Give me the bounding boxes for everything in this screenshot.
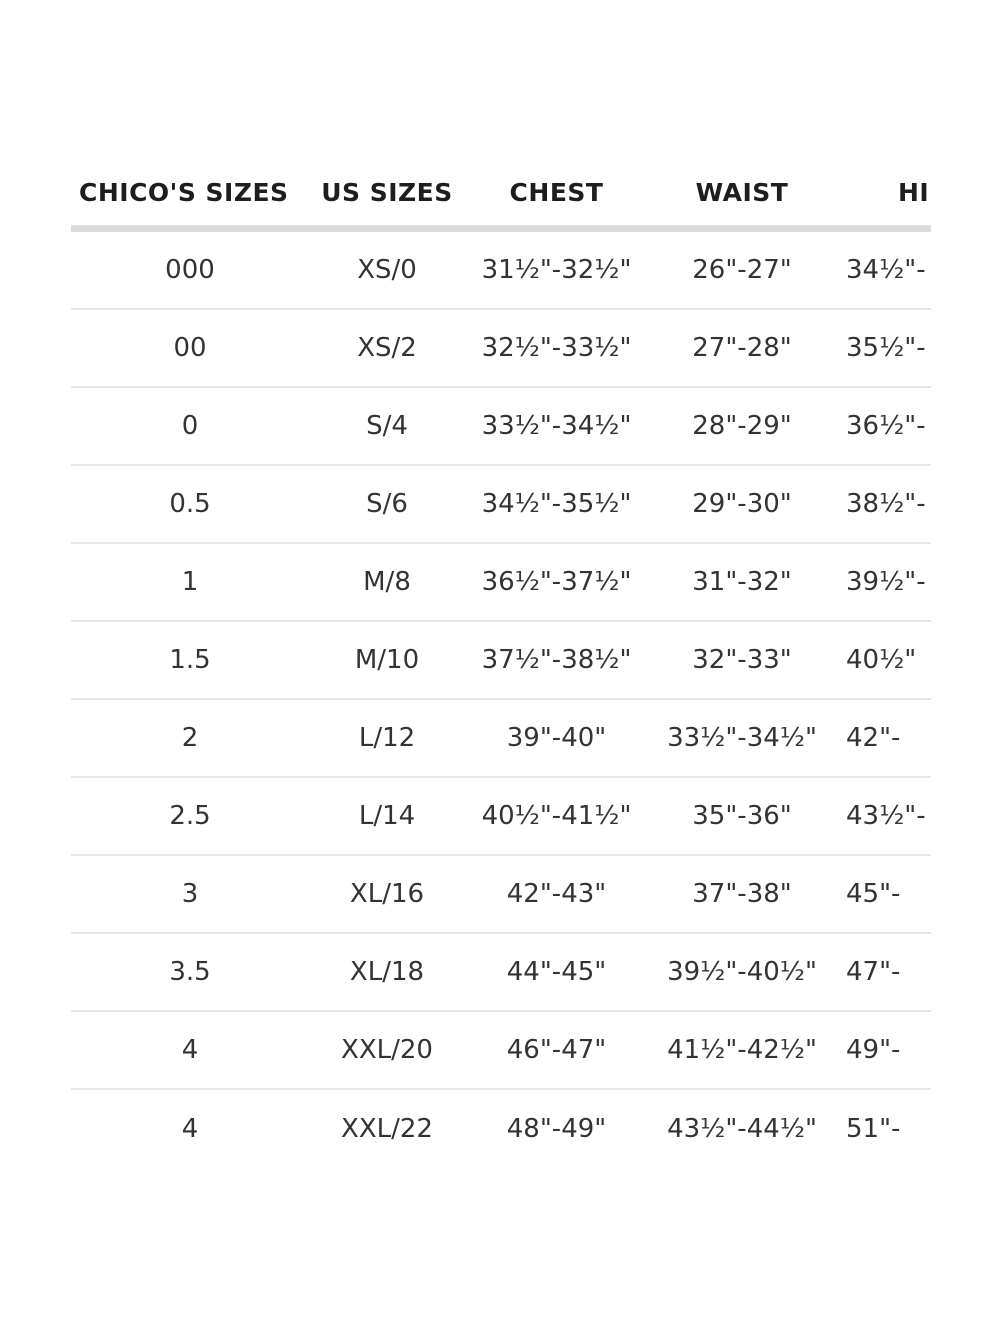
- waist-cell: 35"-36": [692, 801, 792, 831]
- chicos-size-cell: 0: [181, 411, 199, 441]
- waist-cell: 28"-29": [692, 411, 792, 441]
- table-row: [71, 232, 931, 310]
- hip-cell: 47"-: [846, 957, 901, 987]
- us-size-cell: M/10: [354, 645, 420, 675]
- chicos-size-cell: 1.5: [169, 645, 211, 675]
- table-row: [71, 778, 931, 856]
- table-header-row: [71, 160, 931, 232]
- table-row: [71, 466, 931, 544]
- hip-cell: 51"-: [846, 1114, 901, 1144]
- table-row: [71, 544, 931, 622]
- hip-cell: 36½"-: [846, 411, 926, 441]
- table-row: [71, 388, 931, 466]
- hip-cell: 34½"-: [846, 255, 926, 285]
- chest-cell: 42"-43": [506, 879, 607, 909]
- us-size-cell: S/6: [366, 489, 408, 519]
- chest-cell: 31½"-32½": [481, 255, 632, 285]
- chest-cell: 46"-47": [506, 1035, 607, 1065]
- hip-cell: 35½"-: [846, 333, 926, 363]
- chicos-size-cell: 2.5: [169, 801, 211, 831]
- chest-cell: 33½"-34½": [481, 411, 632, 441]
- header-us-sizes: US SIZES: [321, 178, 453, 207]
- waist-cell: 26"-27": [692, 255, 792, 285]
- us-size-cell: XL/16: [349, 879, 425, 909]
- hip-cell: 38½"-: [846, 489, 926, 519]
- waist-cell: 39½"-40½": [667, 957, 817, 987]
- chicos-size-cell: 4: [181, 1114, 199, 1144]
- table-row: [71, 310, 931, 388]
- table-row: [71, 1090, 931, 1168]
- us-size-cell: XL/18: [349, 957, 425, 987]
- header-chicos-sizes: CHICO'S SIZES: [79, 178, 289, 207]
- hip-cell: 39½"-: [846, 567, 926, 597]
- header-chest: CHEST: [509, 178, 604, 207]
- waist-cell: 32"-33": [692, 645, 792, 675]
- chest-cell: 48"-49": [506, 1114, 607, 1144]
- waist-cell: 41½"-42½": [667, 1035, 817, 1065]
- waist-cell: 43½"-44½": [667, 1114, 817, 1144]
- waist-cell: 31"-32": [692, 567, 792, 597]
- table-row: [71, 856, 931, 934]
- chicos-size-cell: 000: [165, 255, 215, 285]
- chicos-size-cell: 3: [181, 879, 199, 909]
- waist-cell: 37"-38": [692, 879, 792, 909]
- us-size-cell: M/8: [363, 567, 411, 597]
- hip-cell: 45"-: [846, 879, 901, 909]
- chest-cell: 39"-40": [506, 723, 607, 753]
- chicos-size-cell: 4: [181, 1035, 199, 1065]
- chest-cell: 36½"-37½": [481, 567, 632, 597]
- us-size-cell: XS/0: [357, 255, 417, 285]
- hip-cell: 40½": [846, 645, 917, 675]
- chicos-size-cell: 2: [181, 723, 199, 753]
- table-row: [71, 934, 931, 1012]
- chest-cell: 44"-45": [506, 957, 607, 987]
- table-row: [71, 700, 931, 778]
- chest-cell: 37½"-38½": [481, 645, 632, 675]
- chest-cell: 40½"-41½": [481, 801, 632, 831]
- header-hip: HI: [898, 178, 930, 207]
- us-size-cell: XS/2: [357, 333, 417, 363]
- table-row: [71, 1012, 931, 1090]
- size-chart-table: [71, 160, 931, 1168]
- chicos-size-cell: 00: [173, 333, 207, 363]
- chicos-size-cell: 3.5: [169, 957, 211, 987]
- header-waist: WAIST: [695, 178, 789, 207]
- us-size-cell: S/4: [366, 411, 408, 441]
- table-body: [71, 232, 931, 1168]
- us-size-cell: XXL/22: [341, 1114, 433, 1144]
- chicos-size-cell: 0.5: [169, 489, 211, 519]
- waist-cell: 27"-28": [692, 333, 792, 363]
- chicos-size-cell: 1: [181, 567, 199, 597]
- us-size-cell: L/12: [358, 723, 416, 753]
- us-size-cell: XXL/20: [341, 1035, 433, 1065]
- chest-cell: 32½"-33½": [481, 333, 632, 363]
- hip-cell: 49"-: [846, 1035, 901, 1065]
- us-size-cell: L/14: [358, 801, 416, 831]
- hip-cell: 43½"-: [846, 801, 926, 831]
- chest-cell: 34½"-35½": [481, 489, 632, 519]
- waist-cell: 33½"-34½": [667, 723, 817, 753]
- size-chart-viewport: [71, 160, 931, 1180]
- table-row: [71, 622, 931, 700]
- hip-cell: 42"-: [846, 723, 901, 753]
- waist-cell: 29"-30": [692, 489, 792, 519]
